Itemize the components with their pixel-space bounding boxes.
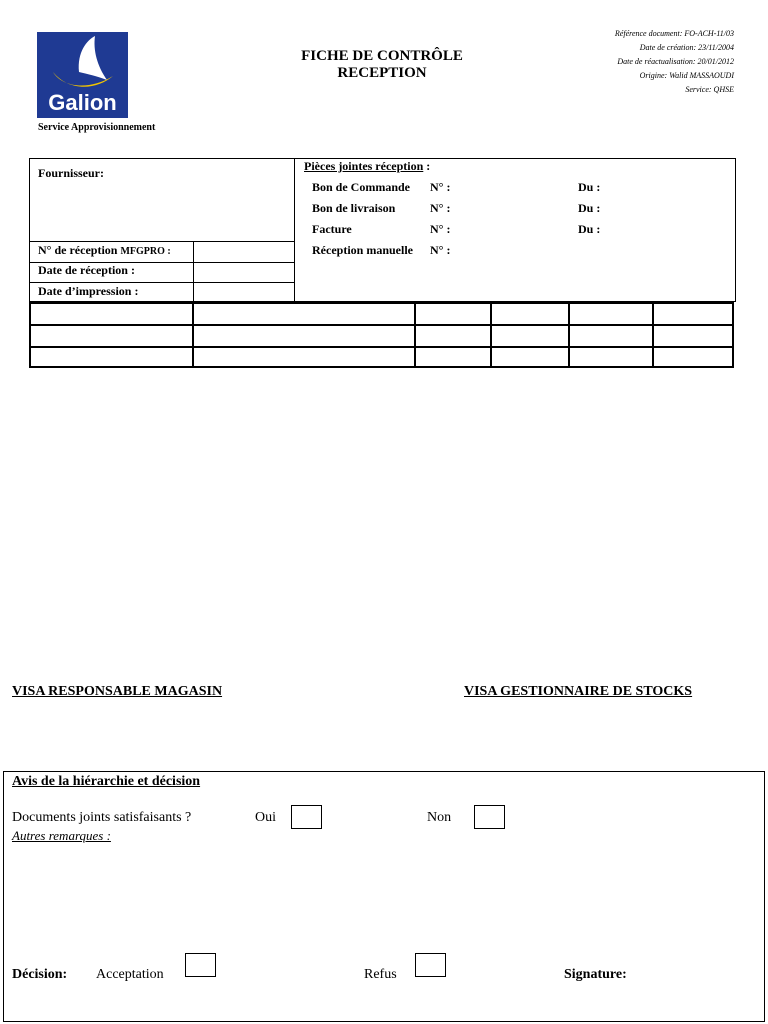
table-col-divider	[414, 304, 416, 366]
reception-number-text: N° de réception	[38, 243, 118, 257]
divider	[29, 282, 295, 283]
fournisseur-label: Fournisseur:	[38, 166, 104, 180]
visa-gestionnaire-stocks: VISA GESTIONNAIRE DE STOCKS	[464, 684, 693, 699]
piece-number: N° :	[430, 243, 451, 257]
piece-number: N° :	[430, 201, 451, 215]
date-reception-label: Date de réception :	[38, 263, 135, 277]
page-title	[280, 48, 484, 82]
table-col-divider	[192, 304, 194, 366]
title-line-2: RECEPTION	[337, 65, 427, 81]
signature-label: Signature:	[564, 967, 627, 982]
document-metadata	[615, 27, 734, 97]
pieces-jointes-heading	[304, 159, 430, 174]
piece-date: Du :	[578, 180, 601, 194]
piece-label: Réception manuelle	[312, 243, 413, 257]
reception-number-system: MFGPRO :	[120, 246, 171, 257]
company-logo	[37, 32, 128, 118]
decision-panel	[3, 771, 765, 1022]
visa-responsable-magasin: VISA RESPONSABLE MAGASIN	[12, 684, 223, 699]
meta-creation: Date de création: 23/11/2004	[639, 43, 734, 52]
meta-update: Date de réactualisation: 20/01/2012	[617, 57, 734, 66]
piece-label: Bon de livraison	[312, 201, 396, 215]
table-col-divider	[568, 304, 570, 366]
date-impression-label: Date d’impression :	[38, 284, 139, 298]
decision-panel-title: Avis de la hiérarchie et décision	[12, 774, 201, 789]
table-col-divider	[652, 304, 654, 366]
meta-service: Service: QHSE	[685, 85, 734, 94]
pieces-jointes-colon: :	[423, 159, 431, 173]
piece-date: Du :	[578, 201, 601, 215]
non-checkbox[interactable]	[474, 805, 505, 829]
reception-table	[29, 302, 734, 368]
non-label: Non	[427, 810, 452, 825]
logo-text: Galion	[48, 90, 117, 115]
meta-origin: Origine: Walid MASSAOUDI	[639, 71, 734, 80]
refus-checkbox[interactable]	[415, 953, 446, 977]
divider	[193, 241, 194, 302]
service-label: Service Approvisionnement	[38, 122, 156, 133]
table-row-divider	[31, 346, 732, 348]
frame-divider	[294, 158, 295, 302]
divider	[29, 241, 295, 242]
piece-label: Facture	[312, 222, 352, 236]
acceptation-label: Acceptation	[96, 967, 164, 982]
table-row-divider	[31, 324, 732, 326]
piece-number: N° :	[430, 180, 451, 194]
meta-reference: Référence document: FO-ACH-11/03	[614, 29, 734, 38]
refus-label: Refus	[364, 967, 397, 982]
piece-number: N° :	[430, 222, 451, 236]
piece-label: Bon de Commande	[312, 180, 411, 194]
pieces-jointes-title: Pièces jointes réception	[304, 159, 424, 173]
piece-date: Du :	[578, 222, 601, 236]
title-line-1: FICHE DE CONTRÔLE	[301, 48, 463, 64]
acceptation-checkbox[interactable]	[185, 953, 216, 977]
table-col-divider	[490, 304, 492, 366]
autres-remarques-label: Autres remarques :	[12, 828, 111, 843]
documents-question: Documents joints satisfaisants ?	[12, 810, 192, 825]
reception-number-label	[38, 243, 171, 258]
oui-checkbox[interactable]	[291, 805, 322, 829]
oui-label: Oui	[255, 810, 276, 825]
decision-label: Décision:	[12, 967, 68, 982]
